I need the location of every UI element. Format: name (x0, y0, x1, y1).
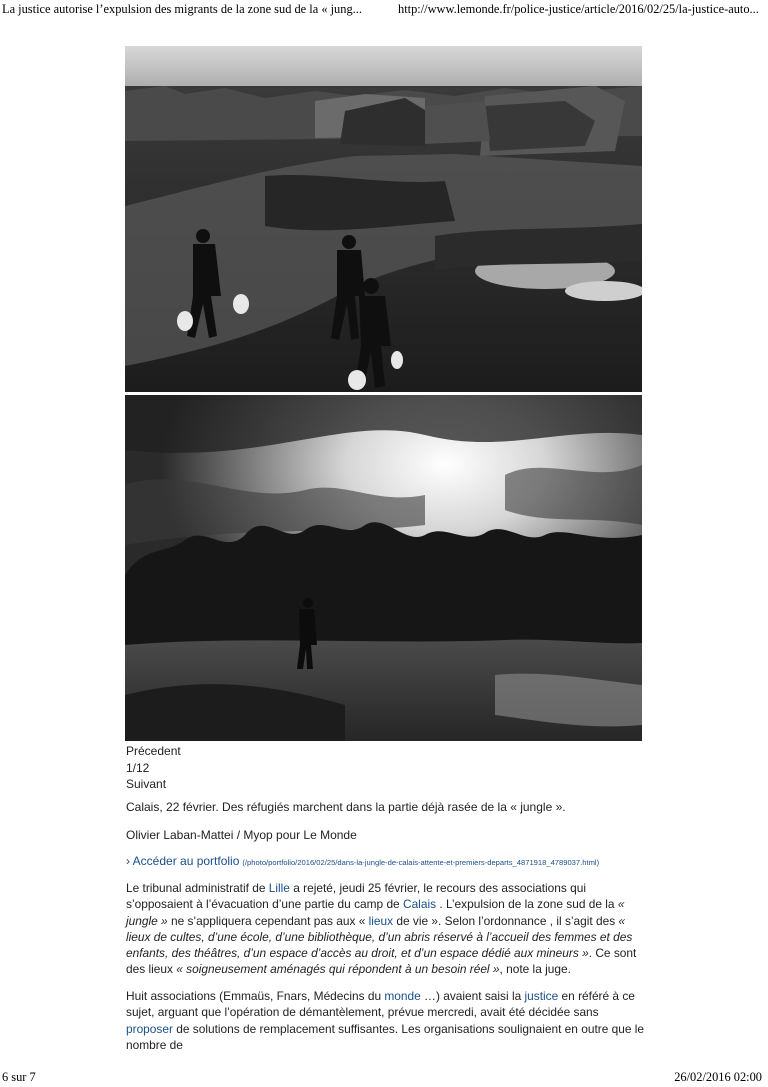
paragraph-text: de vie ». Selon l’ordonnance , il s’agit des (393, 913, 619, 928)
print-header-title: La justice autorise l’expulsion des migrants de la zone sud de la « jung... (2, 2, 362, 16)
paragraph-text: . Ce sont des lieux (126, 946, 637, 977)
camp-photo-illustration (125, 46, 642, 392)
print-header-url: http://www.lemonde.fr/police-justice/article/2016/02/25/la-justice-auto... (398, 2, 759, 16)
gallery-counter: 1/12 (126, 760, 150, 775)
link-lieux[interactable]: lieux (368, 913, 394, 928)
print-footer-page: 6 sur 7 (2, 1070, 36, 1084)
paragraph-text: . L’expulsion de la zone sud de la (436, 897, 618, 912)
link-calais[interactable]: Calais (402, 897, 437, 912)
portfolio-link-row (126, 854, 599, 868)
paragraph-text: …) avaient saisi la (420, 989, 525, 1003)
landscape-photo-illustration (125, 395, 642, 741)
portfolio-url-text: (/photo/portfolio/2016/02/25/dans-la-jungle-de-calais-attente-et-premiers-departs_4871918_4789037.html) (242, 858, 600, 867)
paragraph-text: Le tribunal administratif de (126, 881, 269, 895)
link-lille[interactable]: Lille (268, 881, 290, 895)
paragraph-text: , note la juge. (499, 962, 571, 977)
link-monde[interactable]: monde (384, 989, 421, 1003)
paragraph-text: Huit associations (Emmaüs, Fnars, Médecins du (126, 989, 385, 1003)
gallery-next-link[interactable]: Suivant (126, 777, 167, 791)
article-paragraph-2 (126, 988, 646, 1053)
paragraph-text: de solutions de remplacement suffisantes. Les organisations soulignaient en outre que le nombre de (126, 1021, 645, 1052)
photo-credit: Olivier Laban-Mattei / Myop pour Le Monde (126, 828, 357, 842)
paragraph-emphasis: « soigneusement aménagés qui répondent à un besoin réel » (176, 962, 500, 977)
paragraph-text: en référé à ce sujet, arguant que l’opération de démantèlement, prévue mercredi, avait été décidée sans (126, 989, 635, 1020)
gallery-nav (126, 743, 181, 793)
article-paragraph-1 (126, 880, 646, 978)
paragraph-emphasis: « jungle » (126, 897, 625, 928)
print-footer-datetime: 26/02/2016 02:00 (674, 1070, 762, 1084)
link-justice[interactable]: justice (524, 989, 559, 1003)
link-proposer[interactable]: proposer (126, 1021, 173, 1036)
portfolio-link[interactable]: › Accéder au portfolio (126, 854, 240, 868)
gallery-prev-link[interactable]: Précedent (126, 744, 181, 758)
photo-caption: Calais, 22 février. Des réfugiés marchent dans la partie déjà rasée de la « jungle ». (126, 800, 566, 814)
print-footer (0, 1068, 768, 1086)
paragraph-emphasis: « lieux de cultes, d’une école, d’une bibliothèque, d’un abris réservé à l’accueil des femmes et des enfants, des théâtres, d’un espace d’accès au droit, et d’un espace dédié aux mineurs » (126, 913, 633, 961)
gallery-photo-camp[interactable] (125, 46, 642, 392)
paragraph-text: ne s’appliquera cependant pas aux « (167, 913, 369, 928)
paragraph-text: a rejeté, jeudi 25 février, le recours des associations qui s’opposaient à l’évacuation d’une partie du camp de (126, 881, 587, 912)
gallery-photo-landscape[interactable] (125, 395, 642, 741)
print-header (0, 0, 768, 20)
